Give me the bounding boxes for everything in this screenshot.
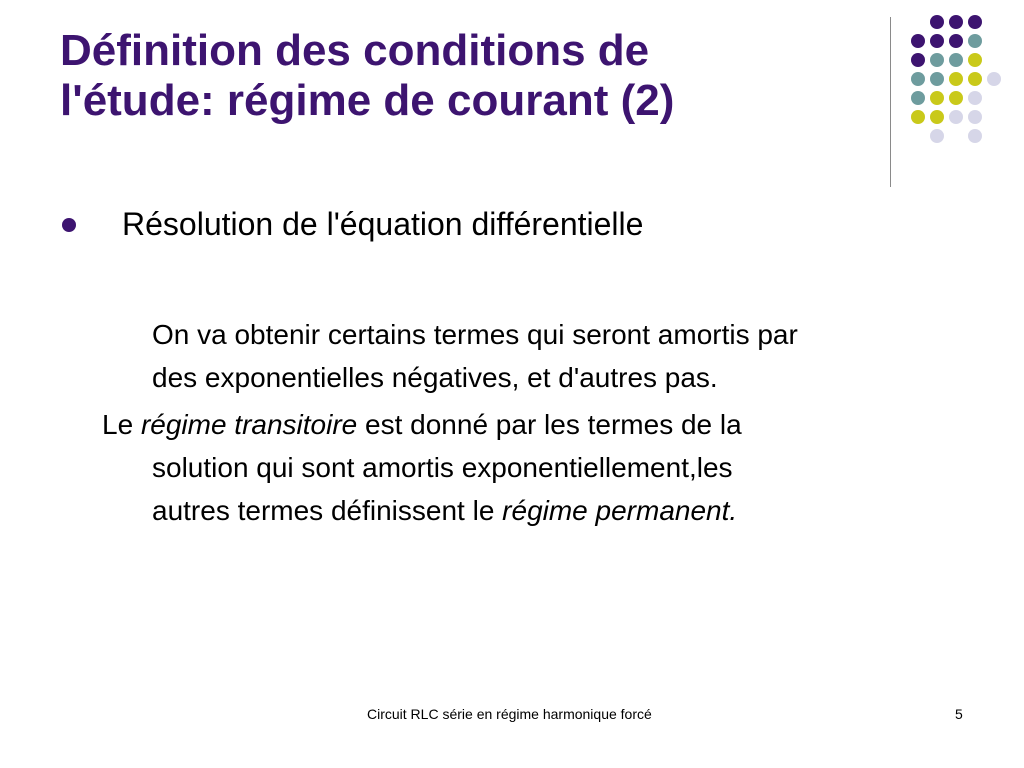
bullet-dot-icon bbox=[62, 218, 76, 232]
decorative-dot bbox=[968, 91, 982, 105]
decorative-dot bbox=[968, 34, 982, 48]
decorative-dot bbox=[911, 53, 925, 67]
footer-title: Circuit RLC série en régime harmonique forcé bbox=[367, 706, 652, 722]
decorative-dot bbox=[911, 72, 925, 86]
paragraph-1-line-2: des exponentielles négatives, et d'autres pas. bbox=[152, 362, 718, 393]
term-regime-permanent: régime permanent. bbox=[502, 495, 738, 526]
paragraph-2-prefix: Le bbox=[102, 409, 141, 440]
paragraph-1 bbox=[152, 313, 972, 399]
paragraph-2-line-3-prefix: autres termes définissent le bbox=[152, 495, 503, 526]
decorative-dot bbox=[968, 110, 982, 124]
decorative-dot bbox=[930, 72, 944, 86]
paragraph-2-line-1 bbox=[102, 403, 962, 446]
decorative-dot bbox=[949, 34, 963, 48]
decorative-dot-grid bbox=[0, 0, 1024, 200]
decorative-dot bbox=[930, 129, 944, 143]
paragraph-2 bbox=[102, 403, 962, 532]
slide-title-line-1: Définition des conditions de bbox=[60, 26, 650, 75]
decorative-dot bbox=[911, 110, 925, 124]
decorative-dot bbox=[968, 129, 982, 143]
decorative-dot bbox=[987, 72, 1001, 86]
slide-title-line-2: l'étude: régime de courant (2) bbox=[60, 76, 675, 125]
bullet-text: Résolution de l'équation différentielle bbox=[122, 206, 644, 242]
decorative-dot bbox=[930, 53, 944, 67]
decorative-dot bbox=[930, 91, 944, 105]
decorative-dot bbox=[968, 15, 982, 29]
decorative-dot bbox=[949, 15, 963, 29]
decorative-dot bbox=[930, 110, 944, 124]
paragraph-2-suffix: est donné par les termes de la bbox=[357, 409, 742, 440]
paragraph-2-line-3 bbox=[102, 489, 962, 532]
paragraph-2-line-2: solution qui sont amortis exponentiellement,les bbox=[152, 452, 733, 483]
page-number: 5 bbox=[955, 706, 963, 722]
decorative-dot bbox=[911, 34, 925, 48]
decorative-dot bbox=[949, 53, 963, 67]
decorative-dot bbox=[930, 15, 944, 29]
decorative-dot bbox=[968, 53, 982, 67]
decorative-dot bbox=[911, 91, 925, 105]
decorative-dot bbox=[949, 72, 963, 86]
paragraph-1-line-1: On va obtenir certains termes qui seront amortis par bbox=[152, 319, 798, 350]
decorative-dot bbox=[949, 91, 963, 105]
term-regime-transitoire: régime transitoire bbox=[140, 409, 358, 440]
decorative-dot bbox=[949, 110, 963, 124]
decorative-dot bbox=[930, 34, 944, 48]
decorative-dot bbox=[968, 72, 982, 86]
